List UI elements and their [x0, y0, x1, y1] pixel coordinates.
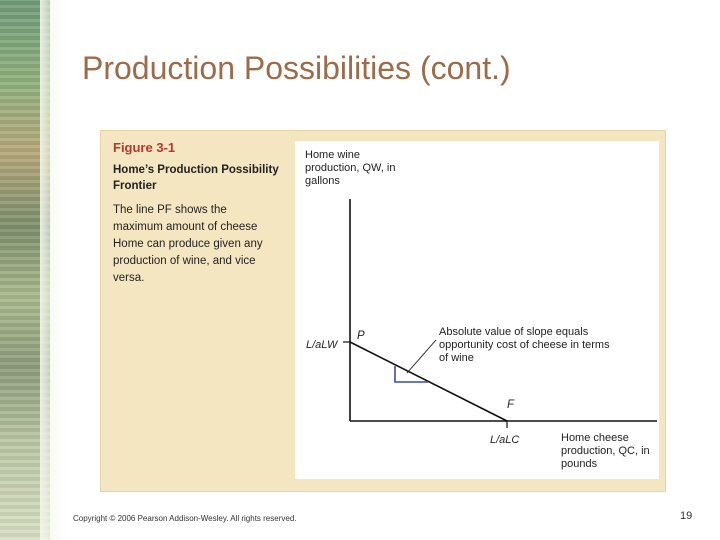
slope-annotation: Absolute value of slope equals opportunity cost of cheese in terms of wine — [439, 326, 610, 364]
y-intercept-label: L/aLW — [306, 339, 338, 351]
copyright-notice: Copyright © 2006 Pearson Addison-Wesley. All rights reserved. — [73, 514, 297, 523]
figure-heading: Home’s Production Possibility Frontier — [113, 164, 279, 192]
decorative-fade — [40, 0, 68, 540]
page-number: 19 — [680, 510, 693, 522]
figure-caption: The line PF shows the maximum amount of cheese Home can produce given any production of wine, and vice versa. — [113, 204, 263, 284]
point-p-label: P — [357, 330, 365, 342]
annotation-leader-line — [407, 340, 436, 373]
point-f-label: F — [507, 399, 515, 411]
ppf-diagram — [295, 141, 659, 479]
y-axis-title: Home wine production, QW, in gallons — [305, 149, 396, 187]
ppf-diagram-svg — [295, 141, 659, 479]
slide-title: Production Possibilities (cont.) — [82, 50, 511, 86]
figure-panel — [100, 130, 666, 492]
x-axis-title: Home cheese production, QC, in pounds — [561, 432, 650, 470]
x-intercept-label: L/aLC — [490, 434, 520, 446]
figure-label: Figure 3-1 — [113, 140, 176, 155]
